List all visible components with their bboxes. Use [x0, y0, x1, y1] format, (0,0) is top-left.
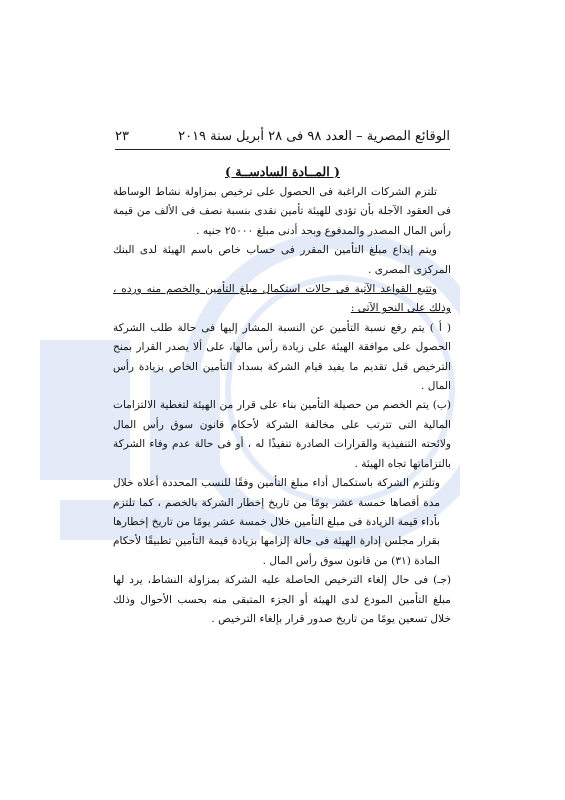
item-a-label: ( أ ) [429, 321, 451, 334]
document-body [113, 183, 451, 629]
item-b-text: يتم الخصم من حصيلة التأمين بناء على قرار من الهيئة لتغطية الالتزامات المالية التى تترتب على مخالفة الشركة لأحكام قانون سوق رأس المال ولائحته التنفيذية والقرارات الصادرة تنفيذًا له ، أو فى حالة عدم وفاء الشركة بالتزاماتها تجاه الهيئة . [113, 399, 451, 470]
item-c-label: (جـ) [433, 574, 451, 587]
item-a-text: يتم رفع نسبة التأمين عن النسبة المشار إليها فى حالة طلب الشركة الحصول على موافقة الهيئة على زيادة رأس مالها، على ألا يصدر القرار بمنح الترخيص قبل تقديم ما يفيد قيام الشركة بسداد التأمين الخاص بزيادة رأس المال . [113, 321, 451, 393]
paragraph-1: تلتزم الشركات الراغبة فى الحصول على ترخيص بمزاولة نشاط الوساطة فى العقود الآجلة بأن تؤدى للهيئة تأمين نقدى بنسبة نصف فى الألف من قيمة رأس المال المصدر والمدفوع وبحد أدنى مبلغ ٢٥٠٠٠ جنيه . [113, 186, 451, 237]
article-heading [115, 164, 450, 179]
item-a [113, 319, 451, 397]
page-header [115, 125, 450, 150]
item-c-text: فى حال إلغاء الترخيص الحاصلة عليه الشركة بمزاولة النشاط، يرد لها مبلغ التأمين المودع لدى الهيئة أو الجزء المتبقى منه بحسب الأحوال وذلك خلال تسعين يومًا من تاريخ صدور قرار بإلغاء الترخيص . [113, 574, 451, 625]
paragraph-2: ويتم إيداع مبلغ التأمين المقرر فى حساب خاص باسم الهيئة لدى البنك المركزى المصرى . [113, 244, 451, 276]
item-b-label: (ب) [432, 399, 451, 412]
header-title: الوقائع المصرية – العدد ٩٨ فى ٢٨ أبريل سنة ٢٠١٩ [178, 129, 450, 144]
item-c [113, 571, 451, 629]
page-number: ٢٣ [115, 129, 129, 144]
item-b-continuation: وتلتزم الشركة باستكمال أداء مبلغ التأمين وفقًا للنسب المحددة أعلاه خلال مدة أقصاها خمسة عشر يومًا من تاريخ إخطار الشركة بالخصم ، كما تلتزم بأداء قيمة الزيادة فى مبلغ التأمين خلال خمسة عشر يومًا من تاريخ إخطارها بقرار مجلس إدارة الهيئة فى حالة إلزامها بزيادة قيمة التأمين تطبيقًا لأحكام المادة (٣١) من قانون سوق رأس المال . [113, 477, 440, 567]
article-title: ( المــادة السادســة ) [225, 164, 340, 179]
item-b [113, 396, 451, 474]
paragraph-3: وتتبع القواعد الآتية فى حالات استكمال مبلغ التأمين والخصم منه ورده ، وذلك على النحو الآتى : [113, 283, 451, 315]
